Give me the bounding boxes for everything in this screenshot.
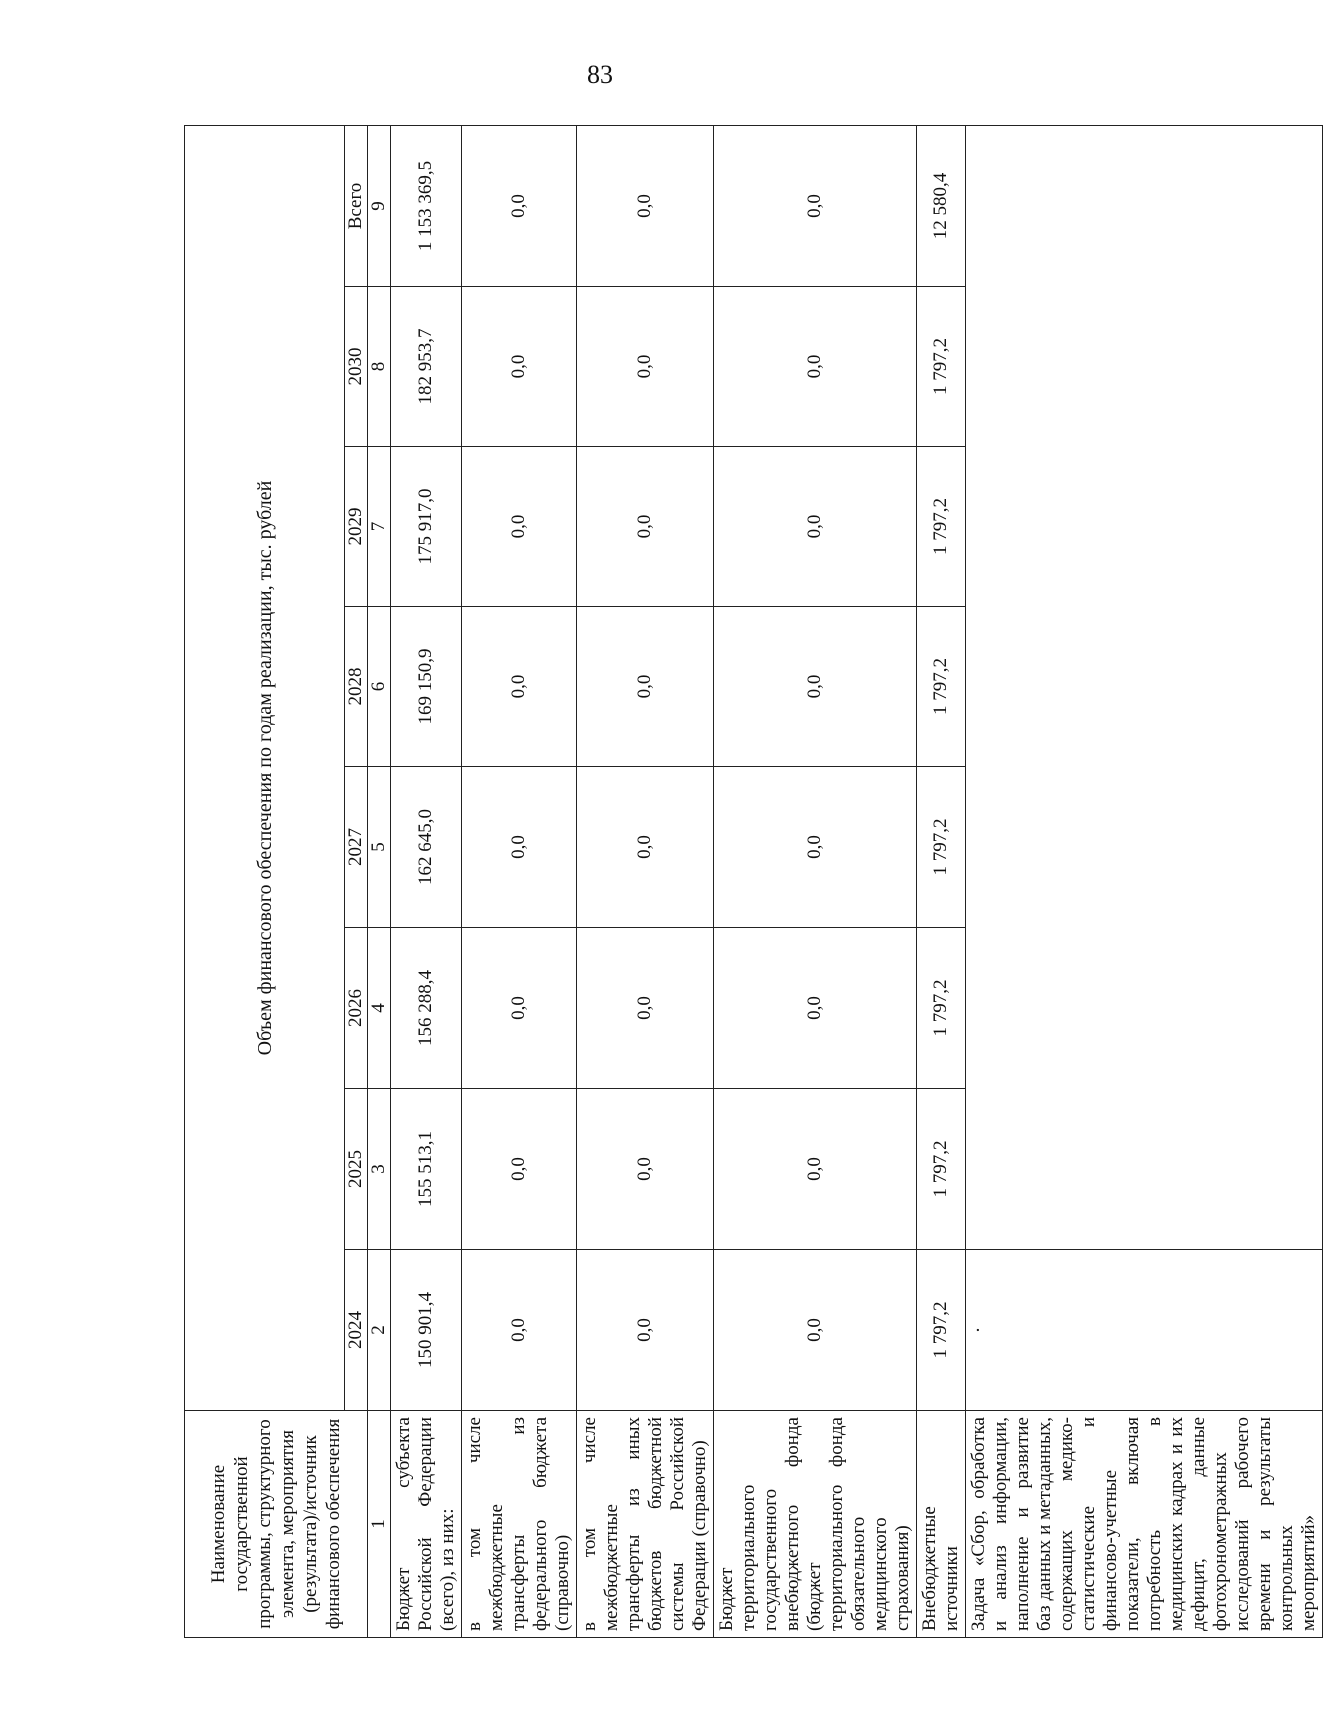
value-cell: 0,0 (577, 125, 714, 286)
value-cell: 0,0 (462, 447, 577, 607)
index-cell: 4 (368, 928, 391, 1089)
value-cell: 0,0 (577, 1250, 714, 1411)
value-cell: 0,0 (714, 1089, 917, 1250)
year-header: Всего (345, 125, 368, 286)
page-number: 83 (587, 60, 613, 89)
value-cell: 0,0 (577, 447, 714, 607)
value-cell: 0,0 (714, 928, 917, 1089)
index-cell: 3 (368, 1089, 391, 1250)
year-header: 2024 (345, 1250, 368, 1411)
task-empty-cells (966, 125, 1323, 1249)
row-label: Бюджет территориального государственного внебюджетного фонда (бюджет территориального фонда обязательного медицинского страхования) (714, 1411, 917, 1638)
value-cell: 1 797,2 (917, 447, 966, 607)
value-cell: 0,0 (714, 767, 917, 928)
value-cell: 0,0 (462, 1250, 577, 1411)
value-cell: 0,0 (462, 928, 577, 1089)
row-label: в том числе межбюджетные трансферты из федерального бюджета (справочно) (462, 1411, 577, 1638)
value-cell: 0,0 (714, 1250, 917, 1411)
table-row (577, 125, 714, 1637)
value-cell: 0,0 (462, 1089, 577, 1250)
table-row (917, 125, 966, 1637)
year-header: 2026 (345, 928, 368, 1089)
value-cell: 1 797,2 (917, 607, 966, 767)
row-label: Бюджет субъекта Российской Федерации (всего), из них: (391, 1411, 462, 1638)
row-label: Внебюджетные источники (917, 1411, 966, 1638)
index-cell: 7 (368, 447, 391, 607)
year-header: 2027 (345, 767, 368, 928)
value-cell: 0,0 (462, 767, 577, 928)
value-cell: 1 153 369,5 (391, 125, 462, 286)
value-cell: 155 513,1 (391, 1089, 462, 1250)
value-cell: 0,0 (714, 447, 917, 607)
value-cell: 182 953,7 (391, 287, 462, 447)
value-cell: 0,0 (577, 928, 714, 1089)
task-mark: · (968, 1326, 989, 1334)
year-header: 2028 (345, 607, 368, 767)
value-cell: 0,0 (577, 1089, 714, 1250)
value-cell: 1 797,2 (917, 287, 966, 447)
value-cell: 150 901,4 (391, 1250, 462, 1411)
value-cell: 0,0 (714, 607, 917, 767)
index-cell: 6 (368, 607, 391, 767)
value-cell: 0,0 (577, 287, 714, 447)
header-name-cell: Наименование государственной программы, структурного элемента, мероприятия (результата)/источник финансового обеспечения (185, 1411, 368, 1638)
year-header: 2030 (345, 287, 368, 447)
task-description-cell (966, 1411, 1323, 1638)
value-cell: 0,0 (577, 767, 714, 928)
value-cell: 1 797,2 (917, 1089, 966, 1250)
index-cell: 8 (368, 287, 391, 447)
header-volume-cell: Объем финансового обеспечения по годам реализации, тыс. рублей (185, 125, 345, 1410)
task-label: Задача «Сбор, обработка и анализ информации, наполнение и развитие баз данных и метаданных, содержащих медико-статистические и финансово-учетные показатели, включая потребность в медицинских кадрах и их дефицит, данные фотохронометражных исследований рабочего времени и результаты контрольных мероприятий» (968, 1417, 1319, 1631)
value-cell: 12 580,4 (917, 125, 966, 286)
row-label: в том числе межбюджетные трансферты из иных бюджетов бюджетной системы Российской Федерации (справочно) (577, 1411, 714, 1638)
value-cell: 0,0 (714, 287, 917, 447)
value-cell: 169 150,9 (391, 607, 462, 767)
table-row (391, 125, 462, 1637)
value-cell: 0,0 (714, 125, 917, 286)
value-cell: 0,0 (577, 607, 714, 767)
rotated-table-container (184, 126, 1319, 1638)
index-cell: 5 (368, 767, 391, 928)
value-cell: 1 797,2 (917, 767, 966, 928)
table-row (714, 125, 917, 1637)
value-cell: 1 797,2 (917, 928, 966, 1089)
financing-table (184, 125, 1323, 1638)
year-header: 2029 (345, 447, 368, 607)
index-cell: 2 (368, 1250, 391, 1411)
year-header: 2025 (345, 1089, 368, 1250)
value-cell: 0,0 (462, 607, 577, 767)
value-cell: 1 797,2 (917, 1250, 966, 1411)
index-cell: 9 (368, 125, 391, 286)
value-cell: 162 645,0 (391, 767, 462, 928)
value-cell: 175 917,0 (391, 447, 462, 607)
value-cell: 156 288,4 (391, 928, 462, 1089)
task-mark-cell (966, 1250, 1323, 1411)
value-cell: 0,0 (462, 125, 577, 286)
table-row (966, 125, 1323, 1637)
index-cell: 1 (368, 1411, 391, 1638)
value-cell: 0,0 (462, 287, 577, 447)
table-row (462, 125, 577, 1637)
